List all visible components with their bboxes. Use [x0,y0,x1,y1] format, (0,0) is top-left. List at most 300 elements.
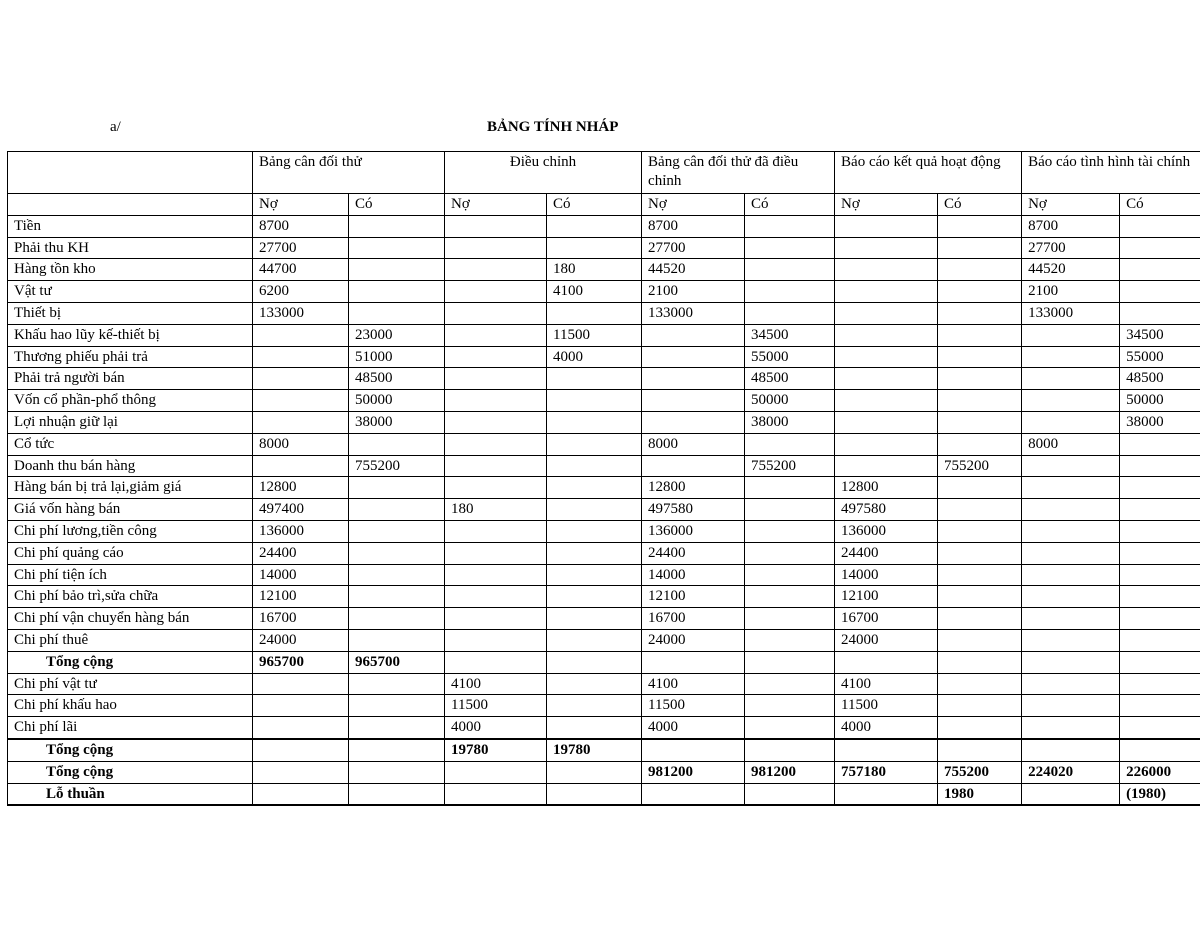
amount-cell [1120,651,1200,673]
amount-cell [547,520,642,542]
table-row [8,368,1200,390]
account-name-cell: Tổng cộng [8,739,253,761]
amount-cell [547,564,642,586]
amount-cell: 55000 [1120,346,1200,368]
amount-cell [253,783,349,805]
amount-cell [349,608,445,630]
amount-cell [349,717,445,739]
amount-cell [1120,237,1200,259]
amount-cell: 27700 [642,237,745,259]
amount-cell [745,717,835,739]
header-trial-balance: Bảng cân đối thử [253,152,445,194]
amount-cell [745,651,835,673]
amount-cell [547,215,642,237]
amount-cell [547,673,642,695]
amount-cell [938,390,1022,412]
amount-cell: 4100 [547,281,642,303]
amount-cell [547,695,642,717]
amount-cell [547,542,642,564]
table-row [8,520,1200,542]
account-name-cell: Chi phí bảo trì,sửa chữa [8,586,253,608]
amount-cell: 11500 [642,695,745,717]
amount-cell: 16700 [253,608,349,630]
amount-cell: 981200 [642,761,745,783]
amount-cell [938,302,1022,324]
table-row [8,237,1200,259]
subheader-debit: Nợ [642,194,745,216]
header-blank-cell [8,152,253,194]
amount-cell [745,564,835,586]
table-row [8,477,1200,499]
amount-cell [642,346,745,368]
amount-cell [938,324,1022,346]
amount-cell [349,673,445,695]
table-row [8,783,1200,805]
amount-cell [349,477,445,499]
amount-cell: 755200 [349,455,445,477]
amount-cell [938,368,1022,390]
table-row [8,717,1200,739]
amount-cell [349,499,445,521]
amount-cell: 51000 [349,346,445,368]
amount-cell [1120,629,1200,651]
account-name-cell: Chi phí thuê [8,629,253,651]
account-name-cell: Chi phí lãi [8,717,253,739]
amount-cell [445,455,547,477]
amount-cell: 2100 [1022,281,1120,303]
amount-cell: 4000 [642,717,745,739]
account-name-cell: Chi phí vận chuyển hàng bán [8,608,253,630]
amount-cell [1022,542,1120,564]
amount-cell [1120,673,1200,695]
account-name-cell: Lỗ thuần [8,783,253,805]
amount-cell [445,761,547,783]
amount-cell [445,215,547,237]
table-row [8,390,1200,412]
amount-cell [1120,717,1200,739]
account-name-cell: Thiết bị [8,302,253,324]
table-row [8,608,1200,630]
amount-cell: 755200 [938,455,1022,477]
amount-cell [745,477,835,499]
amount-cell [835,390,938,412]
amount-cell [349,542,445,564]
amount-cell: 136000 [642,520,745,542]
amount-cell [547,302,642,324]
amount-cell [547,608,642,630]
amount-cell: 4100 [642,673,745,695]
account-name-cell: Tổng cộng [8,651,253,673]
amount-cell [1120,608,1200,630]
account-name-cell: Giá vốn hàng bán [8,499,253,521]
account-name-cell: Phải trả người bán [8,368,253,390]
subheader-row [8,194,1200,216]
amount-cell [445,542,547,564]
amount-cell [835,302,938,324]
amount-cell [349,520,445,542]
table-row [8,259,1200,281]
account-name-cell: Thương phiếu phải trả [8,346,253,368]
table-row [8,629,1200,651]
amount-cell: 11500 [835,695,938,717]
amount-cell [253,695,349,717]
amount-cell [1022,739,1120,761]
subheader-credit: Có [547,194,642,216]
amount-cell: 24400 [835,542,938,564]
amount-cell [938,215,1022,237]
amount-cell [745,281,835,303]
amount-cell: 24000 [253,629,349,651]
amount-cell [938,477,1022,499]
amount-cell: 133000 [253,302,349,324]
amount-cell [253,390,349,412]
table-row [8,695,1200,717]
amount-cell [445,586,547,608]
amount-cell [745,629,835,651]
account-name-cell: Vốn cổ phần-phổ thông [8,390,253,412]
amount-cell [938,346,1022,368]
amount-cell [745,695,835,717]
amount-cell: 497580 [835,499,938,521]
amount-cell [547,477,642,499]
amount-cell: 19780 [445,739,547,761]
table-row [8,455,1200,477]
section-label: a/ [110,119,121,135]
amount-cell [642,651,745,673]
amount-cell [1022,673,1120,695]
amount-cell: 50000 [1120,390,1200,412]
amount-cell [253,324,349,346]
amount-cell: 14000 [642,564,745,586]
amount-cell [547,629,642,651]
amount-cell: 497580 [642,499,745,521]
amount-cell [1120,564,1200,586]
amount-cell [835,651,938,673]
amount-cell [349,695,445,717]
amount-cell [1120,542,1200,564]
amount-cell: 50000 [745,390,835,412]
header-row [8,152,1200,194]
amount-cell [547,761,642,783]
amount-cell [1022,717,1120,739]
amount-cell [547,237,642,259]
header-adjustments: Điều chỉnh [445,152,642,194]
amount-cell: 8700 [642,215,745,237]
amount-cell [253,761,349,783]
amount-cell [445,281,547,303]
amount-cell [642,324,745,346]
table-row [8,302,1200,324]
amount-cell [835,259,938,281]
amount-cell [349,433,445,455]
amount-cell [349,259,445,281]
amount-cell [835,455,938,477]
table-row [8,761,1200,783]
amount-cell: 38000 [745,411,835,433]
account-name-cell: Chi phí khấu hao [8,695,253,717]
amount-cell [445,651,547,673]
amount-cell [745,259,835,281]
subheader-credit: Có [745,194,835,216]
amount-cell: 180 [445,499,547,521]
amount-cell: 23000 [349,324,445,346]
amount-cell: 38000 [1120,411,1200,433]
table-row [8,542,1200,564]
amount-cell: 14000 [253,564,349,586]
table-row [8,281,1200,303]
amount-cell: 44520 [1022,259,1120,281]
table-row [8,346,1200,368]
amount-cell: 757180 [835,761,938,783]
amount-cell: 12800 [642,477,745,499]
amount-cell: 48500 [1120,368,1200,390]
worksheet-table [7,151,1200,806]
amount-cell [349,783,445,805]
amount-cell [253,717,349,739]
amount-cell: 38000 [349,411,445,433]
amount-cell [938,411,1022,433]
amount-cell [1022,586,1120,608]
amount-cell [1120,499,1200,521]
amount-cell [1120,215,1200,237]
amount-cell [835,368,938,390]
amount-cell [1022,477,1120,499]
account-name-cell: Hàng tồn kho [8,259,253,281]
amount-cell [1120,586,1200,608]
amount-cell [642,368,745,390]
amount-cell [835,739,938,761]
amount-cell [349,281,445,303]
amount-cell: 755200 [938,761,1022,783]
amount-cell: 4000 [835,717,938,739]
account-name-cell: Chi phí lương,tiền công [8,520,253,542]
subheader-debit: Nợ [253,194,349,216]
table-row [8,651,1200,673]
amount-cell: 27700 [253,237,349,259]
amount-cell [1022,411,1120,433]
amount-cell [253,368,349,390]
account-name-cell: Chi phí quảng cáo [8,542,253,564]
amount-cell [938,651,1022,673]
amount-cell [835,433,938,455]
amount-cell: 24000 [642,629,745,651]
amount-cell: 497400 [253,499,349,521]
amount-cell [349,739,445,761]
amount-cell: 12100 [253,586,349,608]
amount-cell: 136000 [835,520,938,542]
amount-cell: 11500 [445,695,547,717]
account-name-cell: Hàng bán bị trả lại,giảm giá [8,477,253,499]
amount-cell [349,215,445,237]
amount-cell [745,739,835,761]
amount-cell: 34500 [1120,324,1200,346]
amount-cell: (1980) [1120,783,1200,805]
amount-cell [445,783,547,805]
amount-cell [253,455,349,477]
amount-cell: 8000 [1022,433,1120,455]
amount-cell [547,433,642,455]
amount-cell: 8000 [642,433,745,455]
amount-cell [642,739,745,761]
header-income-statement: Báo cáo kết quả hoạt động [835,152,1022,194]
amount-cell [642,783,745,805]
amount-cell [547,499,642,521]
amount-cell: 136000 [253,520,349,542]
amount-cell [445,259,547,281]
amount-cell [349,302,445,324]
amount-cell [745,499,835,521]
account-name-cell: Cổ tức [8,433,253,455]
amount-cell [349,237,445,259]
amount-cell [1022,324,1120,346]
amount-cell [642,455,745,477]
amount-cell [642,390,745,412]
account-name-cell: Chi phí vật tư [8,673,253,695]
amount-cell: 11500 [547,324,642,346]
amount-cell [1022,608,1120,630]
amount-cell: 4100 [445,673,547,695]
amount-cell [1120,433,1200,455]
amount-cell: 55000 [745,346,835,368]
amount-cell [745,673,835,695]
header-adjusted-trial-balance: Bảng cân đối thử đã điều chỉnh [642,152,835,194]
amount-cell [835,281,938,303]
amount-cell [445,608,547,630]
table-row [8,499,1200,521]
amount-cell [938,542,1022,564]
amount-cell [938,520,1022,542]
amount-cell: 50000 [349,390,445,412]
amount-cell [745,237,835,259]
amount-cell [547,717,642,739]
amount-cell [1022,783,1120,805]
amount-cell [1022,695,1120,717]
account-name-cell: Tổng cộng [8,761,253,783]
amount-cell [253,346,349,368]
account-name-cell: Chi phí tiện ích [8,564,253,586]
amount-cell [1120,695,1200,717]
subheader-blank-cell [8,194,253,216]
amount-cell: 4100 [835,673,938,695]
amount-cell [547,368,642,390]
amount-cell [547,586,642,608]
amount-cell: 44700 [253,259,349,281]
amount-cell: 981200 [745,761,835,783]
amount-cell: 27700 [1022,237,1120,259]
amount-cell [835,237,938,259]
amount-cell [1022,629,1120,651]
amount-cell [938,695,1022,717]
amount-cell [445,520,547,542]
amount-cell: 48500 [745,368,835,390]
subheader-debit: Nợ [445,194,547,216]
amount-cell [445,346,547,368]
amount-cell [1022,520,1120,542]
amount-cell [445,324,547,346]
amount-cell [1022,368,1120,390]
amount-cell [547,411,642,433]
amount-cell [253,739,349,761]
amount-cell [835,783,938,805]
table-row [8,739,1200,761]
amount-cell [445,237,547,259]
amount-cell [1120,259,1200,281]
table-row [8,433,1200,455]
table-row [8,673,1200,695]
table-row [8,586,1200,608]
amount-cell [745,542,835,564]
amount-cell: 24400 [253,542,349,564]
amount-cell [547,651,642,673]
amount-cell: 24000 [835,629,938,651]
amount-cell [835,346,938,368]
subheader-credit: Có [349,194,445,216]
amount-cell [1120,477,1200,499]
account-name-cell: Khấu hao lũy kế-thiết bị [8,324,253,346]
table-row [8,215,1200,237]
amount-cell: 14000 [835,564,938,586]
amount-cell [835,324,938,346]
amount-cell [835,411,938,433]
amount-cell [938,433,1022,455]
amount-cell [835,215,938,237]
amount-cell [1022,564,1120,586]
amount-cell: 1980 [938,783,1022,805]
table-row [8,564,1200,586]
amount-cell: 965700 [253,651,349,673]
amount-cell: 12100 [835,586,938,608]
amount-cell: 8000 [253,433,349,455]
amount-cell: 2100 [642,281,745,303]
amount-cell [938,564,1022,586]
amount-cell: 224020 [1022,761,1120,783]
amount-cell [745,520,835,542]
amount-cell [1022,346,1120,368]
amount-cell [445,564,547,586]
amount-cell [745,586,835,608]
amount-cell [349,629,445,651]
amount-cell [445,477,547,499]
amount-cell [1022,499,1120,521]
amount-cell [938,608,1022,630]
subheader-debit: Nợ [835,194,938,216]
table-row [8,324,1200,346]
amount-cell [547,455,642,477]
amount-cell [745,302,835,324]
subheader-debit: Nợ [1022,194,1120,216]
amount-cell [1120,281,1200,303]
amount-cell: 19780 [547,739,642,761]
amount-cell: 8700 [1022,215,1120,237]
amount-cell: 24400 [642,542,745,564]
account-name-cell: Phải thu KH [8,237,253,259]
amount-cell [1022,651,1120,673]
amount-cell: 12800 [253,477,349,499]
amount-cell [1022,455,1120,477]
amount-cell [745,215,835,237]
amount-cell [1120,520,1200,542]
header-balance-sheet: Báo cáo tình hình tài chính [1022,152,1200,194]
amount-cell [938,629,1022,651]
amount-cell: 16700 [835,608,938,630]
amount-cell [938,717,1022,739]
amount-cell [445,390,547,412]
amount-cell [1120,302,1200,324]
amount-cell [745,783,835,805]
amount-cell: 16700 [642,608,745,630]
amount-cell: 180 [547,259,642,281]
amount-cell: 965700 [349,651,445,673]
